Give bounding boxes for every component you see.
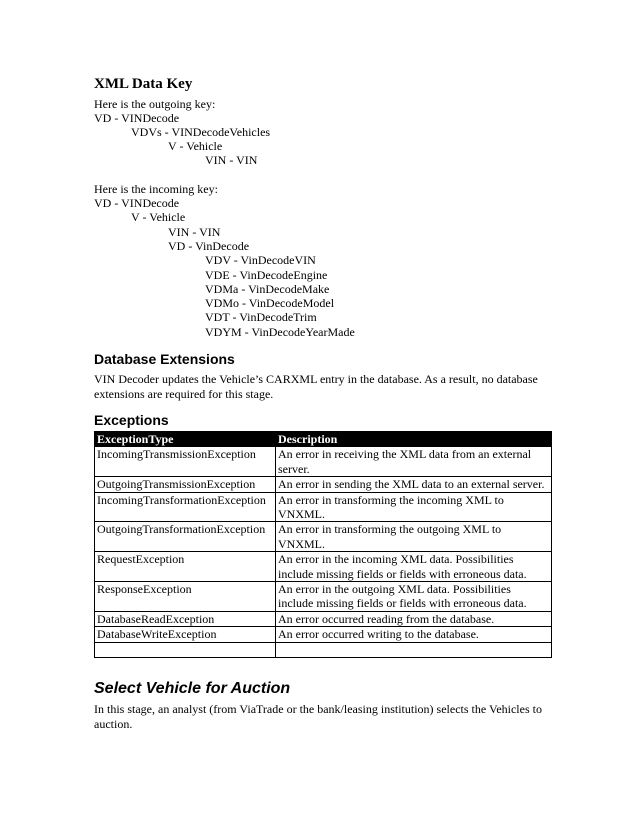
select-vehicle-heading: Select Vehicle for Auction xyxy=(94,680,291,697)
table-row xyxy=(95,522,552,552)
exception-type-cell: OutgoingTransmissionException xyxy=(95,477,276,492)
table-row xyxy=(95,582,552,612)
incoming-key-line: V - Vehicle xyxy=(131,210,186,224)
table-row xyxy=(95,642,552,657)
incoming-key-line: VDYM - VinDecodeYearMade xyxy=(205,325,355,339)
column-header-exception-type: ExceptionType xyxy=(95,432,276,447)
outgoing-key-line: VDVs - VINDecodeVehicles xyxy=(131,125,271,139)
table-row xyxy=(95,627,552,642)
incoming-key-line: VDMo - VinDecodeModel xyxy=(205,296,335,310)
exception-description-cell: An error in transforming the outgoing XML to VNXML. xyxy=(276,522,552,552)
column-header-description: Description xyxy=(276,432,552,447)
table-row xyxy=(95,447,552,477)
select-vehicle-text: In this stage, an analyst (from ViaTrade or the bank/leasing institution) selects the Vehicles to auction. xyxy=(94,702,542,731)
incoming-key-line: VDT - VinDecodeTrim xyxy=(205,310,317,324)
exception-type-cell: RequestException xyxy=(95,552,276,582)
exception-description-cell: An error in sending the XML data to an external server. xyxy=(276,477,552,492)
exception-type-cell: IncomingTransmissionException xyxy=(95,447,276,477)
exception-type-cell: DatabaseReadException xyxy=(95,611,276,626)
exception-type-cell: IncomingTransformationException xyxy=(95,492,276,522)
exception-description-cell: An error in the outgoing XML data. Possibilities include missing fields or fields with erroneous data. xyxy=(276,582,552,612)
exception-type-cell: ResponseException xyxy=(95,582,276,612)
database-extensions-text: VIN Decoder updates the Vehicle’s CARXML entry in the database. As a result, no database extensions are required for this stage. xyxy=(94,372,538,401)
exception-description-cell: An error occurred writing to the database. xyxy=(276,627,552,642)
incoming-key-intro: Here is the incoming key: xyxy=(94,182,218,196)
exception-description-cell: An error in transforming the incoming XML to VNXML. xyxy=(276,492,552,522)
exception-type-cell: DatabaseWriteException xyxy=(95,627,276,642)
outgoing-key-line: V - Vehicle xyxy=(168,139,223,153)
exceptions-table-header xyxy=(95,432,552,447)
table-row xyxy=(95,492,552,522)
table-row xyxy=(95,552,552,582)
exception-description-cell: An error occurred reading from the database. xyxy=(276,611,552,626)
incoming-key-line: VIN - VIN xyxy=(168,225,221,239)
exceptions-table xyxy=(94,431,552,658)
exception-description-cell: An error in the incoming XML data. Possibilities include missing fields or fields with erroneous data. xyxy=(276,552,552,582)
exception-type-cell xyxy=(95,642,276,657)
outgoing-key-line: VD - VINDecode xyxy=(94,111,180,125)
outgoing-key-intro: Here is the outgoing key: xyxy=(94,97,216,111)
incoming-key-line: VDMa - VinDecodeMake xyxy=(205,282,330,296)
table-row xyxy=(95,477,552,492)
exception-description-cell: An error in receiving the XML data from an external server. xyxy=(276,447,552,477)
xml-data-key-heading: XML Data Key xyxy=(94,76,193,92)
exception-description-cell xyxy=(276,642,552,657)
incoming-key-line: VDE - VinDecodeEngine xyxy=(205,268,328,282)
table-row xyxy=(95,611,552,626)
incoming-key-line: VD - VinDecode xyxy=(168,239,250,253)
incoming-key-line: VDV - VinDecodeVIN xyxy=(205,253,316,267)
exceptions-heading: Exceptions xyxy=(94,412,169,428)
incoming-key-line: VD - VINDecode xyxy=(94,196,180,210)
exception-type-cell: OutgoingTransformationException xyxy=(95,522,276,552)
outgoing-key-line: VIN - VIN xyxy=(205,153,258,167)
database-extensions-heading: Database Extensions xyxy=(94,351,235,367)
